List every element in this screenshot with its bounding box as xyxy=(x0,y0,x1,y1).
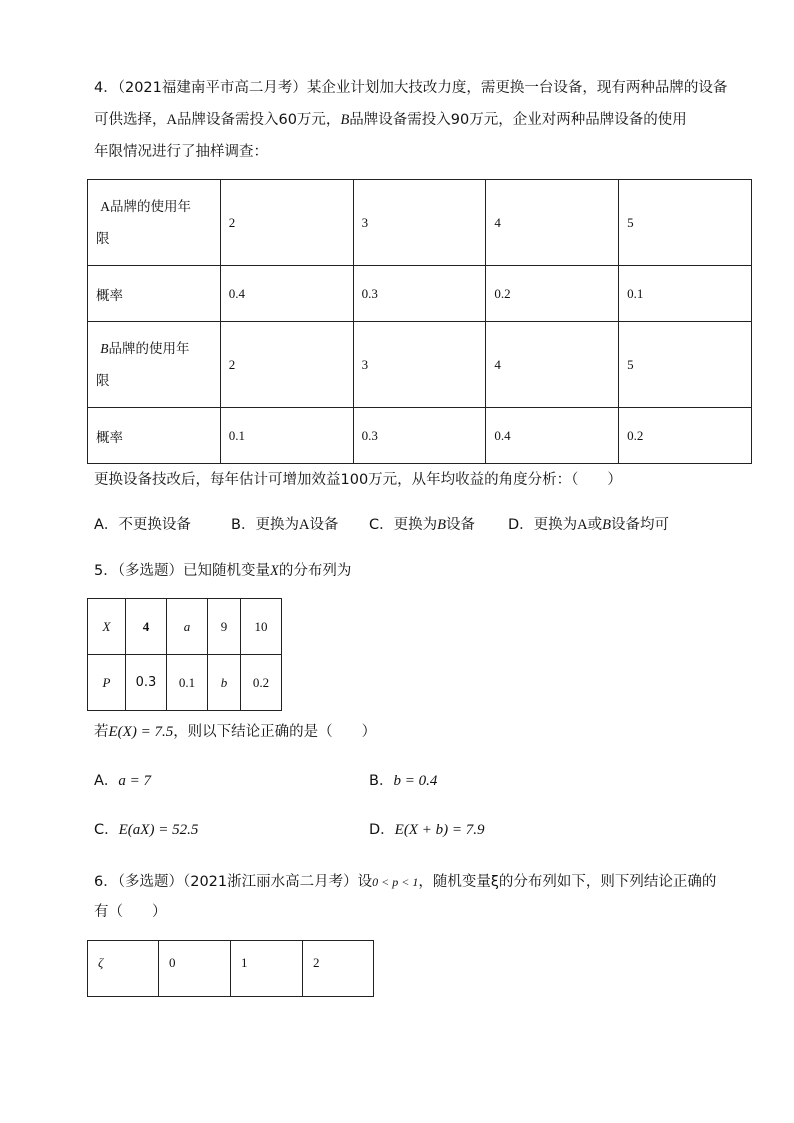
table-cell: 2 xyxy=(303,941,374,997)
q5-option-a-expr: a = 7 xyxy=(118,773,152,789)
q4-line-2 xyxy=(94,110,687,130)
table-cell: 3 xyxy=(353,322,486,408)
table-cell: 0.3 xyxy=(353,408,486,464)
q5-option-d xyxy=(369,820,484,840)
q5-option-d-label: D． xyxy=(369,822,395,838)
q4-row-b-prefix: B xyxy=(100,340,109,356)
table-cell: a xyxy=(167,599,208,655)
q4-option-d-mid: 或 xyxy=(587,517,603,533)
q4-option-b-pre: B．更换为 xyxy=(231,517,299,533)
q4-option-b-var: A xyxy=(298,517,310,533)
q5-cond-post: ，则以下结论正确的是（ ） xyxy=(173,724,377,740)
q4-row-a-label xyxy=(88,180,221,266)
q4-option-c-post: 设备 xyxy=(445,517,475,533)
q4-option-a: A．不更换设备 xyxy=(94,517,191,533)
q4-brand-a: A xyxy=(166,112,177,128)
table-cell: X xyxy=(88,599,126,655)
q5-cond-pre: 若 xyxy=(94,724,109,740)
q5-var-x: X xyxy=(269,563,279,579)
table-cell: 3 xyxy=(353,180,486,266)
table-row xyxy=(88,941,374,997)
table-row xyxy=(88,322,752,408)
table-cell: 2 xyxy=(220,180,353,266)
q5-option-c-label: C． xyxy=(94,822,119,838)
q4-brand-b: B xyxy=(340,112,350,128)
q6-condition: 0 < p < 1 xyxy=(372,875,419,889)
table-cell: P xyxy=(88,655,126,711)
q6-line-1-pre: 6．（多选题）（2021浙江丽水高二月考）设 xyxy=(94,874,373,890)
table-cell: 0 xyxy=(159,941,231,997)
q5-option-c-expr: E(aX) = 52.5 xyxy=(118,822,199,838)
q5-option-c xyxy=(94,820,198,840)
table-cell: 2 xyxy=(220,322,353,408)
table-row xyxy=(88,180,752,266)
table-cell: 4 xyxy=(126,599,167,655)
q5-option-a-label: A． xyxy=(94,773,119,789)
table-row xyxy=(88,599,282,655)
table-cell: 0.4 xyxy=(220,266,353,322)
q5-line-1-post: 的分布列为 xyxy=(278,563,352,579)
q4-option-d xyxy=(508,515,669,535)
q6-table xyxy=(87,940,374,997)
table-row xyxy=(88,655,282,711)
table-cell: 5 xyxy=(619,180,752,266)
table-cell: 0.1 xyxy=(619,266,752,322)
q5-cond-expr: E(X) = 7.5 xyxy=(108,724,174,740)
table-cell: 0.3 xyxy=(353,266,486,322)
table-cell: 0.3 xyxy=(126,655,167,711)
table-cell: 10 xyxy=(241,599,282,655)
q4-after-text: 更换设备技改后，每年估计可增加效益100万元，从年均收益的角度分析：（ ） xyxy=(94,472,622,488)
table-cell: 1 xyxy=(231,941,303,997)
q5-option-b xyxy=(369,771,437,791)
q5-option-a xyxy=(94,771,151,791)
q4-row-b-label-l1: 品牌的使用年 xyxy=(108,340,190,357)
table-cell: 0.2 xyxy=(619,408,752,464)
q4-option-b xyxy=(231,515,338,535)
q4-row-a-prob-label: 概率 xyxy=(88,266,221,322)
q5-line-1 xyxy=(94,561,351,581)
q5-condition xyxy=(94,722,376,742)
q4-option-d-post: 设备均可 xyxy=(611,517,670,533)
q4-option-d-pre: D．更换为 xyxy=(508,517,578,533)
table-cell: 0.2 xyxy=(486,266,619,322)
q4-table xyxy=(87,179,752,464)
q4-line-2-e: 品牌设备需投入90万元，企业对两种品牌设备的使用 xyxy=(349,112,687,128)
table-cell: 9 xyxy=(208,599,241,655)
q6-line-1 xyxy=(94,872,716,892)
q6-line-1-post: ，随机变量ξ的分布列如下，则下列结论正确的 xyxy=(418,874,717,890)
table-cell: 0.1 xyxy=(167,655,208,711)
q4-line-2-a: 可供选择， xyxy=(94,112,167,128)
q4-option-d-var2: B xyxy=(602,517,612,533)
q4-line-1: 4．（2021福建南平市高二月考）某企业计划加大技改力度，需更换一台设备，现有两种品牌的设备 xyxy=(94,80,728,96)
q4-option-d-var1: A xyxy=(577,517,588,533)
table-row xyxy=(88,408,752,464)
q4-option-c xyxy=(369,515,475,535)
q4-row-b-prob-label: 概率 xyxy=(88,408,221,464)
table-cell: 4 xyxy=(486,180,619,266)
q4-row-a-label-l2: 限 xyxy=(96,230,110,247)
q4-row-a-prefix: A xyxy=(100,198,111,214)
q4-row-b-label-l2: 限 xyxy=(96,372,110,389)
q5-table xyxy=(87,598,282,711)
q4-line-3: 年限情况进行了抽样调查： xyxy=(94,144,268,160)
table-cell: 0.4 xyxy=(486,408,619,464)
table-cell: 5 xyxy=(619,322,752,408)
table-cell: 0.1 xyxy=(220,408,353,464)
q4-option-b-post: 设备 xyxy=(309,517,339,533)
table-cell: ζ xyxy=(88,941,159,997)
table-cell: 0.2 xyxy=(241,655,282,711)
q4-row-a-label-l1: 品牌的使用年 xyxy=(110,198,192,215)
table-cell: 4 xyxy=(486,322,619,408)
q4-option-c-pre: C．更换为 xyxy=(369,517,438,533)
q5-option-b-label: B． xyxy=(369,773,394,789)
q5-option-b-expr: b = 0.4 xyxy=(393,773,438,789)
q5-line-1-pre: 5．（多选题）已知随机变量 xyxy=(94,563,270,579)
q4-row-b-label xyxy=(88,322,221,408)
table-cell: b xyxy=(208,655,241,711)
q4-option-c-var: B xyxy=(437,517,446,533)
q4-line-2-c: 品牌设备需投入60万元， xyxy=(176,112,341,128)
q6-line-2: 有（ ） xyxy=(94,904,167,920)
table-row xyxy=(88,266,752,322)
q5-option-d-expr: E(X + b) = 7.9 xyxy=(394,822,485,838)
